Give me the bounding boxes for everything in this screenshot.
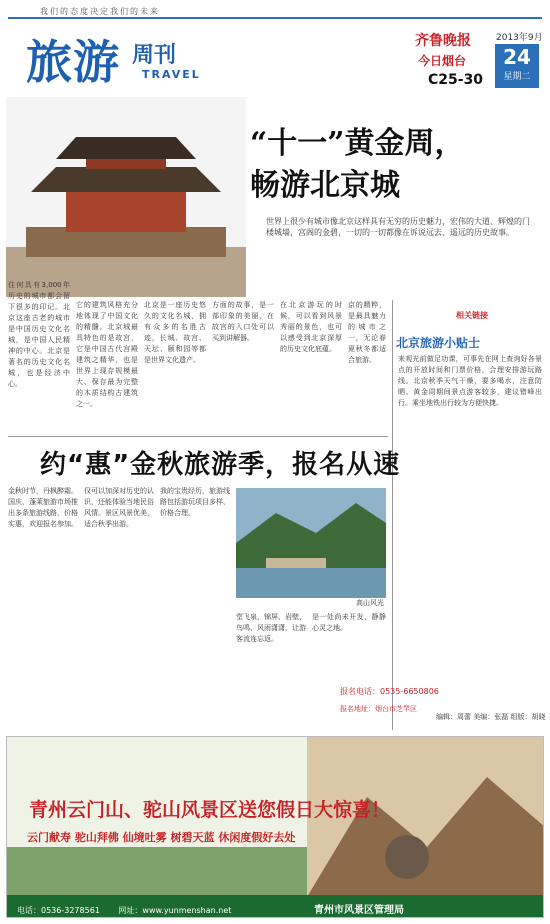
article-column: 堂飞泉、锦屏、岩壁、鸟鸣、风雨潇潇，让游客流连忘返。 [236, 613, 306, 643]
article-column: 在北京游玩的时候，可以看到风景秀丽的景色，也可以感受到北京深厚的历史文化底蕴。 [280, 301, 342, 353]
column-divider [392, 300, 393, 730]
section-subtitle: 周刊 [132, 43, 177, 68]
photo-caption: 高山风光 [356, 599, 384, 607]
hero-title-line1: “十一”黄金周， [250, 126, 465, 161]
masthead-rule [8, 17, 542, 19]
article-column: 仅可以加深对历史的认识，还能体验当地民俗风情。景区风景优美，适合秋季出游。 [84, 487, 154, 528]
ad-phone: 电话：0536-3278561 [17, 906, 100, 915]
sidebar-body: 来观光前做足功课，可事先在网上查询好各景点的开放时间和门票价格，合理安排游玩路线。北京秋季天气干燥，要多喝水，注意防晒。黄金周期间景点游客较多，建议错峰出行。乘坐地铁出行较为方便快捷。 [398, 355, 542, 407]
page-number: C25-30 [428, 72, 484, 88]
weekday: 星期二 [503, 72, 531, 82]
issue-date: 2013年9月 [496, 33, 543, 43]
article-column: 金秋时节，丹枫醉霜。国庆，蓬莱旅游市场推出多条旅游线路，价格实惠，欢迎报名参加。 [8, 487, 78, 528]
sidebar-title: 北京旅游小贴士 [396, 336, 481, 350]
hero-caption: 世界上很少有城市像北京这样具有无穷的历史魅力，宏伟的大道、辉煌的门楼城墙，宫阁的金碧，一切的一切都像在诉说远去、遥远的历史故事。 [266, 217, 530, 237]
edition-label: 今日烟台 [418, 54, 467, 68]
ad-website: 网址：www.yunmenshan.net [118, 906, 232, 915]
section-title: 旅游 [26, 35, 120, 89]
lake-photo [236, 488, 386, 598]
article-column: 住何具有3,000年历史的城市都会留下很多的印记。北京这座古老的城市是中国历史文化名城，是中国人民精神的中心。北京是著名的历史文化名城，也是经济中心。 [8, 281, 70, 388]
article-column: 方面的故事，是一部印象的美丽，在故宫的入口处可以买到讲解器。 [212, 301, 274, 342]
hero-title-line2: 畅游北京城 [250, 168, 400, 203]
ad-title: 青州云门山、驼山风景区送您假日大惊喜！ [29, 799, 391, 821]
article-column: 是一处尚未开发，静静心灵之地。 [312, 613, 386, 632]
article-column: 北京是一座历史悠久的文化名城，拥有众多的名胜古迹，长城、故宫、天坛、颐和园等都是世界文化遗产。 [144, 301, 206, 364]
signup-address: 报名地址：烟台市芝罘区 [340, 705, 417, 713]
gate-tower-image [6, 97, 246, 297]
article-column: 它的建筑风格充分地体现了中国文化的精髓。北京城最具特色的是故宫，它是中国古代宫殿建筑之精华，也是世界上现存规模最大、保存最为完整的木质结构古建筑之一。 [76, 301, 138, 408]
day-number: 24 [503, 45, 531, 69]
ad-footer [7, 895, 544, 917]
section-title-en: TRAVEL [142, 68, 201, 81]
signup-phone: 报名电话：0535-6650806 [340, 687, 439, 696]
ad-background [7, 737, 544, 918]
ad-organization: 青州市风景区管理局 [313, 905, 404, 916]
advertisement [6, 736, 544, 918]
article-title: 约“惠”金秋旅游季，报名从速 [40, 450, 401, 480]
newspaper-logo: 齐鲁晚报 [415, 33, 471, 49]
masthead-motto: 我们的态度决定我们的未来 [40, 7, 160, 16]
article-column: 京的精粹，是最具魅力的城市之一，无论春夏秋冬都适合旅游。 [348, 301, 386, 364]
section-divider [8, 436, 388, 437]
page-byline: 编辑：周蕾 美编：张磊 组版：胡晓 [436, 713, 546, 721]
date-badge [495, 44, 539, 88]
sidebar-section-label: 相关链接 [456, 311, 488, 320]
ad-slogan: 云门献寿 驼山拜佛 仙境吐雾 树碧天蓝 休闲度假好去处 [27, 831, 296, 844]
article-column: 我的宝贵经历，旅游线路包括游玩项目多样，价格合理。 [160, 487, 230, 517]
